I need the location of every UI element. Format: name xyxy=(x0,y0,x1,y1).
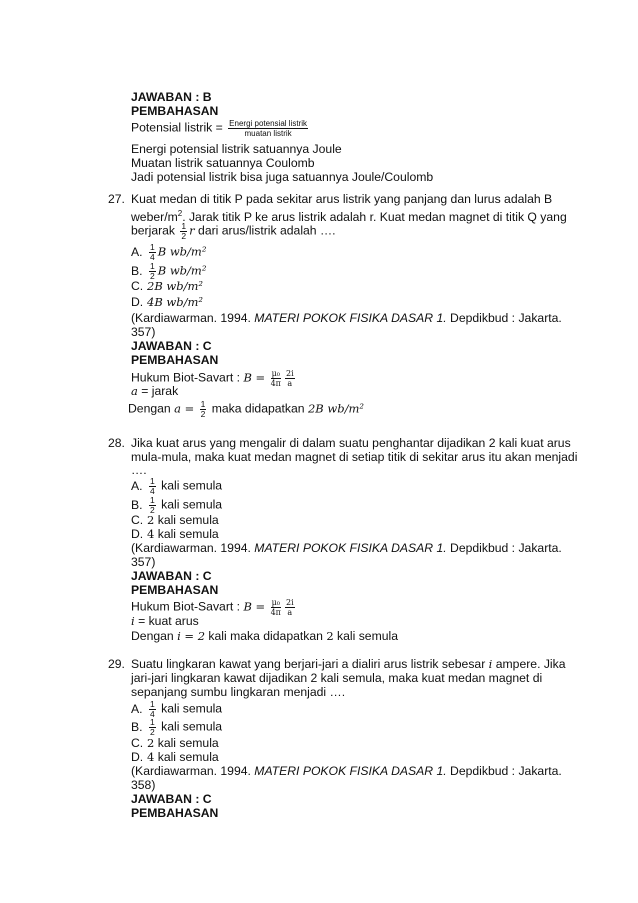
frac-den: 2 xyxy=(150,505,155,515)
option-value: B wb/m² xyxy=(157,244,207,259)
expl-text: = kuat arus xyxy=(134,614,199,628)
b0-line-2: Muatan listrik satuannya Coulomb xyxy=(131,156,315,170)
frac-den: 4 xyxy=(150,709,155,719)
frac-num: 2i xyxy=(285,369,294,378)
q29-option-c[interactable] xyxy=(131,736,219,750)
q27-text-3a: berjarak xyxy=(131,223,176,238)
frac-num: 1 xyxy=(150,261,155,271)
q29-option-d[interactable] xyxy=(131,750,219,764)
q28-answer: JAWABAN : C xyxy=(131,569,212,583)
q27-reference xyxy=(131,311,562,325)
expl-label: Hukum Biot-Savart : xyxy=(131,599,244,614)
b0-line-1: Energi potensial listrik satuannya Joule xyxy=(131,142,342,156)
expl-text: = jarak xyxy=(137,384,179,398)
frac-2i-a xyxy=(285,369,295,388)
frac-num: 1 xyxy=(181,221,187,231)
frac-den: 4 xyxy=(150,486,155,496)
q29-text-1 xyxy=(131,657,566,671)
ref-a: (Kardiawarman. 1994. xyxy=(131,764,255,778)
ref-title: MATERI POKOK FISIKA DASAR 1. xyxy=(254,764,447,778)
q27-text-2b: . Jarak titik P ke arus listrik adalah r. Kuat medan magnet di titik Q yang xyxy=(182,210,567,225)
ref-b: Depdikbud : Jakarta. xyxy=(446,764,562,778)
option-mvalue: 4 xyxy=(147,750,155,764)
q29-ref-page: 358) xyxy=(131,778,156,792)
option-letter: A. xyxy=(131,478,143,493)
ref-b: Depdikbud : Jakarta. xyxy=(446,541,562,555)
option-letter: C. xyxy=(131,736,144,750)
option-letter: B. xyxy=(131,263,143,278)
option-value: B wb/m² xyxy=(157,263,207,278)
q28-reference xyxy=(131,541,562,555)
q28-number: 28. xyxy=(108,436,125,450)
formula-den: muatan listrik xyxy=(244,129,292,138)
q29-answer: JAWABAN : C xyxy=(131,792,212,806)
q27-option-c[interactable] xyxy=(131,279,203,293)
option-letter: D. xyxy=(131,295,144,309)
q27-var-r: r xyxy=(189,223,195,238)
option-letter: A. xyxy=(131,244,143,259)
q28-option-c[interactable] xyxy=(131,513,219,527)
frac-den: 2 xyxy=(200,409,206,419)
q29-number: 29. xyxy=(108,657,125,671)
formula-fraction xyxy=(228,119,308,138)
option-mvalue: 2 xyxy=(147,736,155,750)
frac-den: 4π xyxy=(270,608,281,617)
ref-b: Depdikbud : Jakarta. xyxy=(446,311,562,325)
q29-text-2: jari-jari lingkaran kawat dijadikan 2 kali semula, maka kuat medan magnet di xyxy=(131,671,543,685)
frac-den: 4 xyxy=(150,252,155,262)
q28-option-d[interactable] xyxy=(131,527,219,541)
q27-text-3 xyxy=(131,222,336,241)
expl-math: a = xyxy=(174,401,195,416)
option-letter: A. xyxy=(131,701,143,716)
answer-b0: JAWABAN : B xyxy=(131,90,212,104)
option-value: kali semula xyxy=(161,478,223,493)
q27-text-1: Kuat medan di titik P pada sekitar arus listrik yang panjang dan lurus adalah B xyxy=(131,192,553,206)
q29-var-i: i xyxy=(488,657,493,671)
option-frac xyxy=(149,477,156,496)
q27-answer: JAWABAN : C xyxy=(131,339,212,353)
q28-text-1: Jika kuat arus yang mengalir di dalam suatu penghantar dijadikan 2 kali kuat arus xyxy=(131,436,571,450)
option-value: kali semula xyxy=(161,719,223,734)
q28-text-2: mula-mula, maka kuat medan magnet di setiap titik di sekitar arus itu akan menjadi xyxy=(131,450,578,464)
q27-option-a[interactable] xyxy=(131,243,206,262)
option-letter: D. xyxy=(131,527,144,541)
option-value: kali semula xyxy=(157,750,219,764)
option-letter: C. xyxy=(131,279,144,293)
q28-option-a[interactable] xyxy=(131,477,222,496)
q28-ref-page: 357) xyxy=(131,555,156,569)
potential-formula xyxy=(131,119,310,138)
ref-a: (Kardiawarman. 1994. xyxy=(131,311,255,325)
q29-option-a[interactable] xyxy=(131,700,222,719)
formula-label: Potensial listrik = xyxy=(131,120,223,135)
heading-b0: PEMBAHASAN xyxy=(131,104,219,118)
frac-num: 1 xyxy=(200,399,206,409)
ref-a: (Kardiawarman. 1994. xyxy=(131,541,255,555)
q28-heading: PEMBAHASAN xyxy=(131,583,219,597)
option-value: kali semula xyxy=(161,497,223,512)
option-frac xyxy=(149,243,156,262)
option-letter: D. xyxy=(131,750,144,764)
expl-var: a xyxy=(131,384,138,398)
q27-text-2sup: 2 xyxy=(177,209,183,218)
q29-option-b[interactable] xyxy=(131,718,222,737)
expl-result: 2 xyxy=(326,629,334,643)
frac-num: μ₀ xyxy=(271,369,280,378)
expl-c: kali semula xyxy=(333,629,398,643)
expl-b: maka didapatkan xyxy=(208,401,308,416)
option-value: kali semula xyxy=(161,701,223,716)
q27-expl-2 xyxy=(131,384,178,398)
frac-den: a xyxy=(287,608,293,617)
expl-math: i = 2 xyxy=(177,629,206,643)
frac-num: 1 xyxy=(150,242,155,252)
formula-num: Energi potensial listrik xyxy=(229,119,307,128)
option-letter: B. xyxy=(131,497,143,512)
option-value: kali semula xyxy=(157,513,219,527)
option-mvalue: 4 xyxy=(147,527,155,541)
expl-label: Hukum Biot-Savart : xyxy=(131,370,244,385)
frac-mu xyxy=(271,598,281,617)
frac-den: 2 xyxy=(181,231,187,241)
expl-result: 2B wb/m² xyxy=(307,401,364,416)
frac-mu xyxy=(271,369,281,388)
option-value: 4B wb/m² xyxy=(147,295,204,309)
option-letter: B. xyxy=(131,719,143,734)
q29-reference xyxy=(131,764,562,778)
q27-heading: PEMBAHASAN xyxy=(131,353,219,367)
q27-text-2a: weber/m xyxy=(131,210,178,225)
q27-number: 27. xyxy=(108,192,125,206)
q27-text-3-frac xyxy=(180,222,187,241)
expl-a: Dengan xyxy=(131,629,178,643)
q29-heading: PEMBAHASAN xyxy=(131,806,219,820)
ref-title: MATERI POKOK FISIKA DASAR 1. xyxy=(254,541,447,555)
q27-text-3b: dari arus/listrik adalah …. xyxy=(198,223,336,238)
frac-den: 4π xyxy=(270,379,281,388)
frac-2i-a xyxy=(285,598,295,617)
frac-den: 2 xyxy=(150,727,155,737)
ref-title: MATERI POKOK FISIKA DASAR 1. xyxy=(254,311,447,325)
frac-den: 2 xyxy=(150,271,155,281)
q27-expl-3 xyxy=(128,400,364,419)
option-value: kali semula xyxy=(157,527,219,541)
q28-expl-2 xyxy=(131,614,199,628)
q29-text-1b: ampere. Jika xyxy=(492,657,566,671)
q28-expl-3 xyxy=(131,629,398,643)
expl-lhs: B = xyxy=(243,599,266,614)
b0-line-3: Jadi potensial listrik bisa juga satuannya Joule/Coulomb xyxy=(131,170,434,184)
frac-num: μ₀ xyxy=(271,598,280,607)
option-mvalue: 2 xyxy=(147,513,155,527)
expl-var: i xyxy=(131,614,135,628)
option-value: kali semula xyxy=(157,736,219,750)
frac-num: 1 xyxy=(150,476,155,486)
option-letter: C. xyxy=(131,513,144,527)
frac-den: a xyxy=(287,379,293,388)
q29-text-3: sepanjang sumbu lingkaran menjadi …. xyxy=(131,685,346,699)
q29-text-1a: Suatu lingkaran kawat yang berjari-jari a dialiri arus listrik sebesar xyxy=(131,657,489,671)
option-value: 2B wb/m² xyxy=(147,279,204,293)
q27-option-d[interactable] xyxy=(131,295,203,309)
option-frac xyxy=(149,718,156,737)
frac-num: 2i xyxy=(285,598,294,607)
expl-frac xyxy=(200,400,207,419)
expl-a: Dengan xyxy=(128,401,175,416)
expl-b: kali maka didapatkan xyxy=(205,629,327,643)
frac-num: 1 xyxy=(150,699,155,709)
q27-ref-page: 357) xyxy=(131,325,156,339)
frac-num: 1 xyxy=(150,717,155,727)
q28-text-3: …. xyxy=(131,463,147,477)
frac-num: 1 xyxy=(150,495,155,505)
expl-lhs: B = xyxy=(243,370,266,385)
